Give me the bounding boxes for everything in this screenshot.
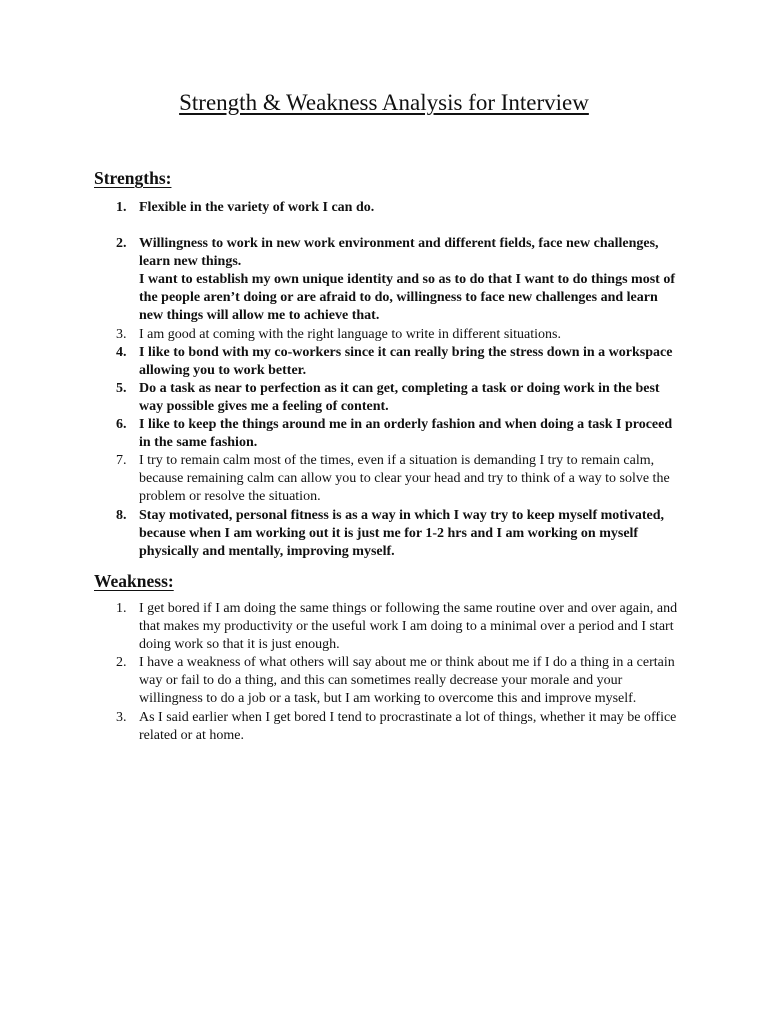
- item-number: 7.: [116, 453, 127, 469]
- weakness-heading: Weakness:: [94, 571, 174, 591]
- item-number: 3.: [116, 326, 127, 342]
- item-number: 4.: [116, 344, 127, 360]
- item-text: I am good at coming with the right language to write in different situations.: [139, 326, 561, 342]
- list-item: [0, 380, 684, 416]
- list-item: [0, 654, 684, 708]
- item-text: I have a weakness of what others will say about me or think about me if I do a thing in a certain way or fail to do a thing, and this can sometimes really decrease your morale and your willingness to do a job or a task, but I am working to overcome this and improve myself.: [139, 655, 675, 707]
- list-item: [0, 416, 684, 452]
- item-number: 2.: [116, 655, 127, 671]
- item-number: 1.: [116, 601, 127, 616]
- item-number: 8.: [116, 507, 127, 523]
- item-number: 1.: [116, 200, 127, 215]
- item-number: 2.: [116, 236, 127, 252]
- weakness-list: [0, 600, 684, 745]
- list-item: [0, 600, 684, 654]
- item-text: Flexible in the variety of work I can do.: [139, 200, 375, 215]
- strengths-list: [0, 199, 684, 561]
- item-number: 5.: [116, 380, 127, 396]
- strengths-heading: Strengths:: [94, 168, 172, 188]
- item-number: 3.: [116, 709, 127, 725]
- list-item: [0, 326, 684, 344]
- list-item: [0, 452, 684, 506]
- item-text: As I said earlier when I get bored I tend to procrastinate a lot of things, whether it may be office related or at home.: [139, 709, 677, 743]
- list-item: [0, 709, 684, 745]
- item-number: 6.: [116, 417, 127, 433]
- item-text: Willingness to work in new work environment and different fields, face new challenges, learn new things.: [139, 236, 659, 270]
- item-text: Do a task as near to perfection as it can get, completing a task or doing work in the best way possible gives me a feeling of content.: [139, 380, 660, 414]
- item-text-continued: I want to establish my own unique identity and so as to do that I want to do things most of the people aren’t doing or are afraid to do, willingness to face new challenges and learn new things will allow me to achieve that.: [139, 272, 675, 324]
- item-text: I like to bond with my co-workers since it can really bring the stress down in a workspace allowing you to work better.: [139, 344, 673, 378]
- item-text: Stay motivated, personal fitness is as a way in which I way try to keep myself motivated, because when I am working out it is just me for 1-2 hrs and I am working on myself physically and mentally, improving myself.: [139, 507, 664, 559]
- list-item: [0, 507, 684, 561]
- list-item: [0, 235, 684, 325]
- item-text: I try to remain calm most of the times, even if a situation is demanding I try to remain calm, because remaining calm can allow you to clear your head and try to think of a way to solve the problem or resolve the situation.: [139, 453, 670, 505]
- page-title: Strength & Weakness Analysis for Interview: [179, 90, 589, 115]
- list-item: [0, 199, 684, 217]
- item-text: I get bored if I am doing the same things or following the same routine over and over again, and that makes my productivity or the useful work I am doing to a minimal over a period and I start doing work so that it is just enough.: [139, 601, 678, 653]
- item-text: I like to keep the things around me in an orderly fashion and when doing a task I proceed in the same fashion.: [139, 417, 673, 451]
- list-item: [0, 344, 684, 380]
